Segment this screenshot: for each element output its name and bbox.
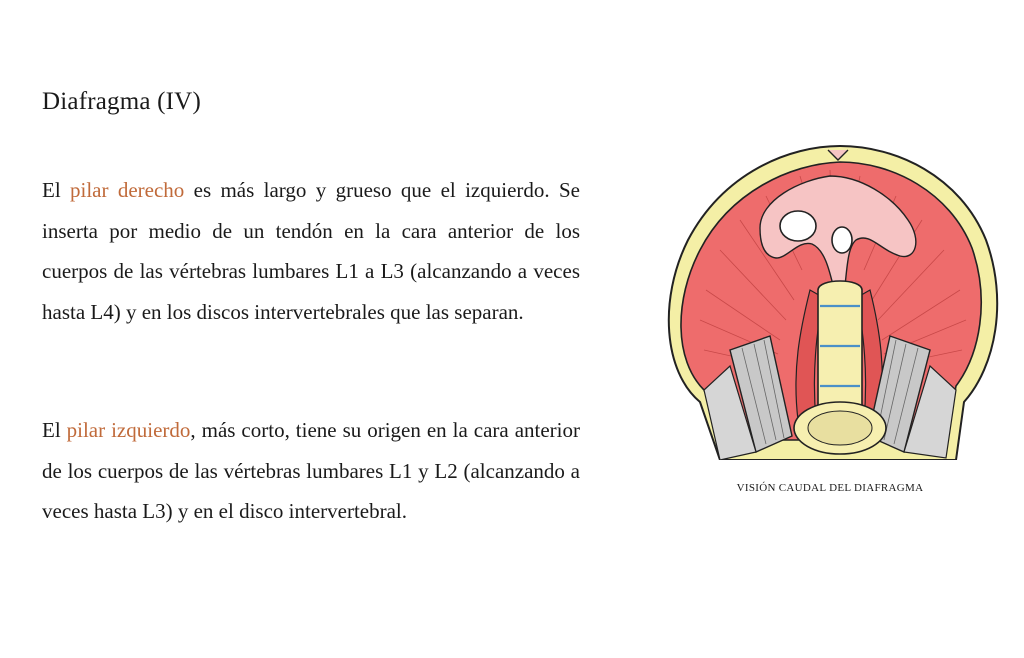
vertebral-body-core (808, 411, 872, 445)
paragraph-1-intro: El (42, 178, 71, 202)
paragraph-2-body: , más corto, tiene su origen en la cara anterior de los cuerpos de las vértebras lumbares L1 y L2 (alcanzando a veces hasta L3) y en el disco intervertebral. (42, 418, 580, 523)
paragraph-right-pillar (42, 170, 580, 332)
paragraph-left-pillar (42, 410, 580, 532)
figure-caption: VISIÓN CAUDAL DEL DIAFRAGMA (736, 482, 924, 494)
page-title: Diafragma (IV) (42, 88, 201, 115)
highlight-pilar-derecho: pilar derecho (70, 178, 185, 202)
diaphragm-illustration (660, 140, 1000, 460)
highlight-pilar-izquierdo: pilar izquierdo (66, 418, 191, 442)
esophageal-hiatus (832, 227, 852, 253)
paragraph-1-body: es más largo y grueso que el izquierdo. Se inserta por medio de un tendón en la cara anterior de los cuerpos de las vértebras lumbares L1 a L3 (alcanzando a veces hasta L4) y en los discos intervertebrales que las separan. (42, 178, 580, 324)
vertebral-column (818, 281, 862, 422)
caval-foramen (780, 211, 816, 241)
paragraph-2-intro: El (42, 418, 67, 442)
